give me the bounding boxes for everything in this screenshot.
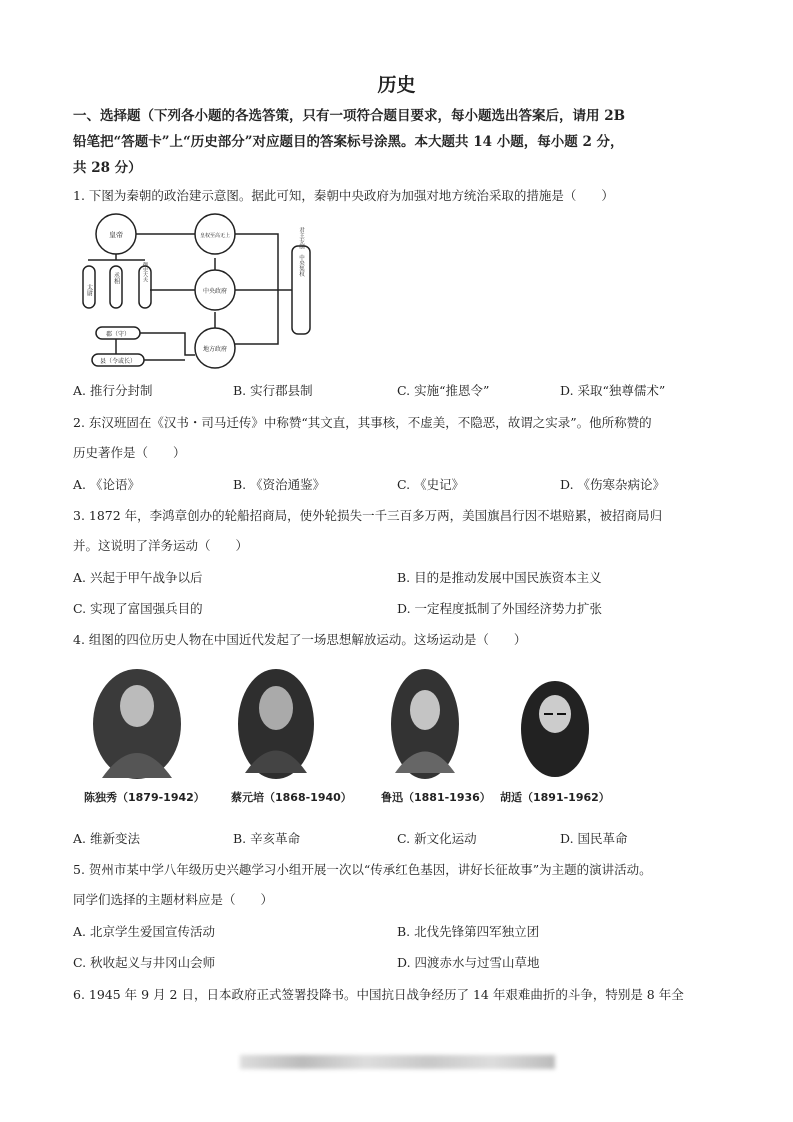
q4-stem: 4. 组图的四位历史人物在中国近代发起了一场思想解放运动。这场运动是（ ） bbox=[73, 632, 527, 647]
q3-line2: 并。这说明了洋务运动（ ） bbox=[73, 538, 249, 553]
q1-option-b[interactable]: B. 实行郡县制 bbox=[233, 383, 313, 398]
q2-option-d[interactable]: D. 《伤寒杂病论》 bbox=[560, 477, 666, 492]
q3-line1: 3. 1872 年，李鸿章创办的轮船招商局，使外轮损失一千三百多万两，美国旗昌行因不堪赔累，被招商局归 bbox=[73, 508, 663, 523]
diagram-right: 君主专制 中央集权 bbox=[298, 227, 304, 277]
q4-option-a[interactable]: A. 维新变法 bbox=[73, 831, 140, 846]
diagram-emperor: 皇帝 bbox=[109, 231, 123, 239]
diagram-local: 地方政府 bbox=[202, 346, 228, 353]
portrait-label-lu: 鲁迅（1881-1936） bbox=[381, 791, 491, 804]
q2-option-c[interactable]: C. 《史记》 bbox=[397, 477, 465, 492]
diagram-yushi: 御史大夫 bbox=[142, 262, 148, 282]
q6-line1: 6. 1945 年 9 月 2 日，日本政府正式签署投降书。中国抗日战争经历了 14 年艰难曲折的斗争，特别是 8 年全 bbox=[73, 987, 684, 1002]
diagram-xian: 县（令或长） bbox=[99, 358, 137, 365]
q1-option-a[interactable]: A. 推行分封制 bbox=[73, 383, 153, 398]
portrait-label-chen: 陈独秀（1879-1942） bbox=[84, 791, 205, 804]
q3-option-a[interactable]: A. 兴起于甲午战争以后 bbox=[73, 570, 203, 585]
blurred-footer bbox=[240, 1055, 555, 1069]
diagram-central: 中央政府 bbox=[202, 288, 228, 295]
portrait-cai-yuanpei bbox=[237, 668, 315, 780]
portrait-hu-shi bbox=[520, 680, 590, 778]
portrait-label-cai: 蔡元培（1868-1940） bbox=[231, 791, 352, 804]
section-heading-line1: 一、选择题（下列各小题的各选答策，只有一项符合题目要求，每小题选出答案后，请用 2B bbox=[73, 108, 626, 124]
q1-stem: 1. 下图为秦朝的政治建示意图。据此可知，秦朝中央政府为加强对地方统治采取的措施是（ ） bbox=[73, 188, 614, 203]
diagram-chancellor: 丞相 bbox=[112, 272, 120, 284]
q5-line2: 同学们选择的主题材料应是（ ） bbox=[73, 892, 274, 907]
page-title: 历史 bbox=[377, 74, 416, 96]
q5-line1: 5. 贺州市某中学八年级历史兴趣学习小组开展一次以“传承红色基因，讲好长征故事”为主题的演讲活动。 bbox=[73, 862, 652, 877]
portrait-label-hu: 胡适（1891-1962） bbox=[500, 791, 610, 804]
q5-option-d[interactable]: D. 四渡赤水与过雪山草地 bbox=[397, 955, 540, 970]
diagram-top: 皇权至高无上 bbox=[199, 233, 231, 239]
q4-option-b[interactable]: B. 辛亥革命 bbox=[233, 831, 301, 846]
q1-option-c[interactable]: C. 实施“推恩令” bbox=[397, 383, 490, 398]
q2-option-a[interactable]: A. 《论语》 bbox=[73, 477, 140, 492]
q3-option-c[interactable]: C. 实现了富国强兵目的 bbox=[73, 601, 203, 616]
section-heading-line3: 共 28 分） bbox=[73, 160, 142, 176]
q4-option-d[interactable]: D. 国民革命 bbox=[560, 831, 628, 846]
q5-option-a[interactable]: A. 北京学生爱国宣传活动 bbox=[73, 924, 215, 939]
diagram-taiwei: 太尉 bbox=[85, 284, 93, 296]
section-heading-line2: 铅笔把“答题卡”上“历史部分”对应题目的答案标号涂黑。本大题共 14 小题，每小题 2 分， bbox=[73, 134, 624, 150]
q5-option-c[interactable]: C. 秋收起义与井冈山会师 bbox=[73, 955, 216, 970]
q3-option-d[interactable]: D. 一定程度抵制了外国经济势力扩张 bbox=[397, 601, 603, 616]
q5-option-b[interactable]: B. 北伐先锋第四军独立团 bbox=[397, 924, 540, 939]
portrait-lu-xun bbox=[390, 668, 460, 780]
q2-line2: 历史著作是（ ） bbox=[73, 445, 186, 460]
q2-option-b[interactable]: B. 《资治通鉴》 bbox=[233, 477, 326, 492]
q4-option-c[interactable]: C. 新文化运动 bbox=[397, 831, 477, 846]
qin-political-diagram bbox=[70, 210, 330, 375]
q1-option-d[interactable]: D. 采取“独尊儒术” bbox=[560, 383, 666, 398]
diagram-jun: 郡（守） bbox=[105, 331, 131, 338]
q3-option-b[interactable]: B. 目的是推动发展中国民族资本主义 bbox=[397, 570, 602, 585]
portrait-chen-duxiu bbox=[92, 668, 182, 780]
q2-line1: 2. 东汉班固在《汉书・司马迁传》中称赞“其文直，其事核，不虚美，不隐恶，故谓之实录”。他所称赞的 bbox=[73, 415, 652, 430]
